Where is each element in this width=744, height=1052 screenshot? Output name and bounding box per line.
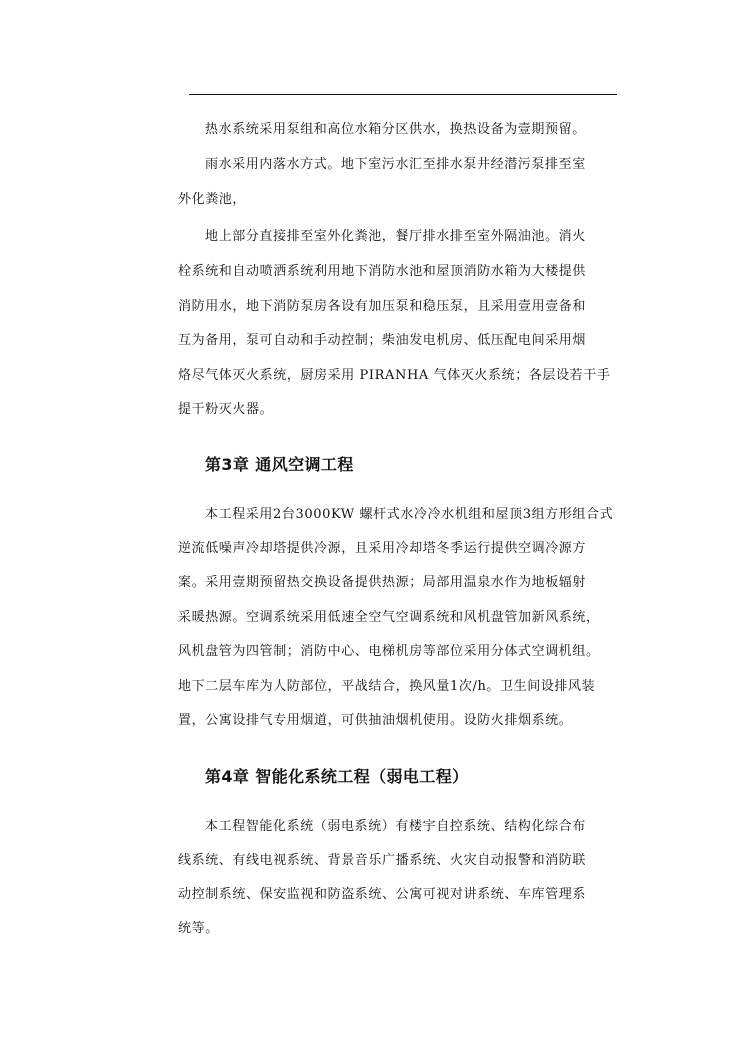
chapter-3-heading: 第3章 通风空调工程 bbox=[205, 455, 354, 474]
paragraph-line: 逆流低噪声冷却塔提供冷源，且采用冷却塔冬季运行提供空调冷源方 bbox=[178, 541, 587, 556]
paragraph-line: 烙尽气体灭火系统，厨房采用 PIRANHA 气体灭火系统；各层设若干手 bbox=[178, 368, 611, 383]
paragraph-line: 栓系统和自动喷洒系统利用地下消防水池和屋顶消防水箱为大楼提供 bbox=[178, 264, 587, 279]
paragraph-line: 雨水采用内落水方式。地下室污水汇至排水泵井经潜污泵排至室 bbox=[205, 157, 586, 172]
paragraph-line: 本工程采用2台3000KW 螺杆式水冷冷水机组和屋顶3组方形组合式 bbox=[205, 507, 614, 522]
paragraph-line: 置，公寓设排气专用烟道，可供抽油烟机使用。设防火排烟系统。 bbox=[178, 713, 573, 728]
paragraph-line: 风机盘管为四管制；消防中心、电梯机房等部位采用分体式空调机组。 bbox=[178, 644, 600, 659]
paragraph-line: 案。采用壹期预留热交换设备提供热源；局部用温泉水作为地板辐射 bbox=[178, 575, 587, 590]
paragraph-line: 热水系统采用泵组和高位水箱分区供水，换热设备为壹期预留。 bbox=[205, 122, 586, 137]
paragraph-line: 动控制系统、保安监视和防盗系统、公寓可视对讲系统、车库管理系 bbox=[178, 887, 587, 902]
paragraph-line: 线系统、有线电视系统、背景音乐广播系统、火灾自动报警和消防联 bbox=[178, 853, 587, 868]
paragraph-line: 互为备用，泵可自动和手动控制；柴油发电机房、低压配电间采用烟 bbox=[178, 333, 587, 348]
paragraph-line: 采暖热源。空调系统采用低速全空气空调系统和风机盘管加新风系统， bbox=[178, 610, 600, 625]
paragraph-line: 外化粪池， bbox=[178, 192, 247, 207]
paragraph-line: 消防用水，地下消防泵房各设有加压泵和稳压泵，且采用壹用壹备和 bbox=[178, 299, 587, 314]
chapter-4-heading: 第4章 智能化系统工程（弱电工程） bbox=[205, 767, 469, 786]
paragraph-line: 提干粉灭火器。 bbox=[178, 402, 274, 417]
paragraph-line: 本工程智能化系统（弱电系统）有楼宇自控系统、结构化综合布 bbox=[205, 819, 586, 834]
paragraph-line: 地下二层车库为人防部位，平战结合，换风量1次/h。卫生间设排风装 bbox=[178, 679, 596, 694]
paragraph-line: 地上部分直接排至室外化粪池，餐厅排水排至室外隔油池。消火 bbox=[205, 229, 586, 244]
header-rule bbox=[189, 94, 617, 95]
paragraph-line: 统等。 bbox=[178, 921, 219, 936]
